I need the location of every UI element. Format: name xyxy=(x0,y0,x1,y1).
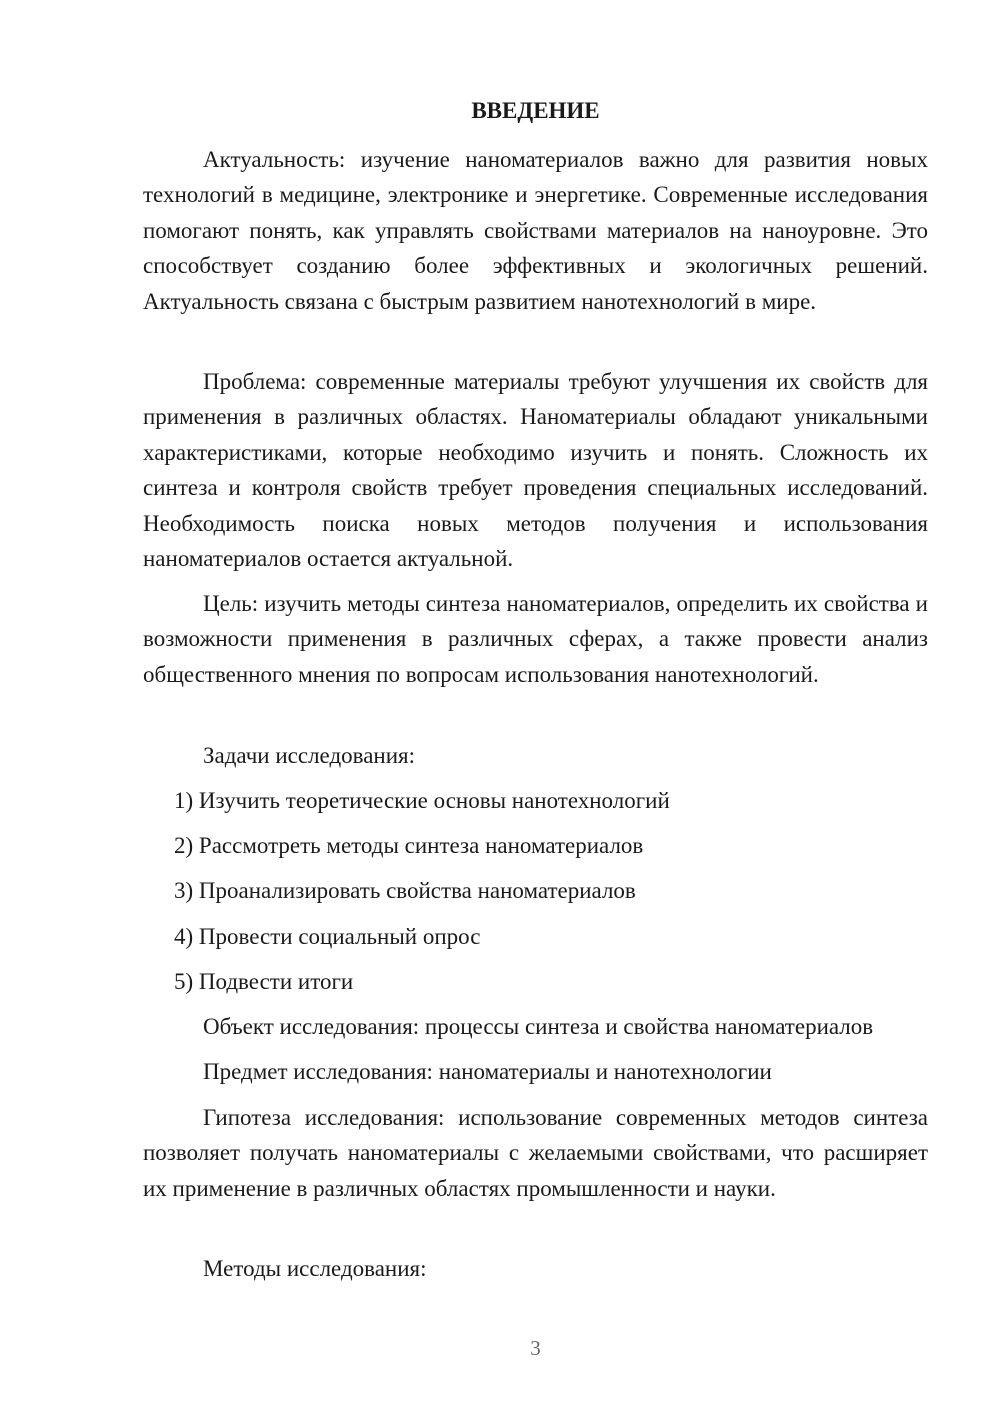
task-item-3: 3) Проанализировать свойства наноматериалов xyxy=(174,878,636,903)
hypothesis-paragraph: Гипотеза исследования: использование современных методов синтеза позволяет получать наноматериалы с желаемыми свойствами, что расширяет их применение в различных областях промышленности и науки. xyxy=(143,1105,928,1201)
page-number: 3 xyxy=(530,1336,541,1360)
task-item-1: 1) Изучить теоретические основы нанотехнологий xyxy=(174,788,670,813)
object-line: Объект исследования: процессы синтеза и свойства наноматериалов xyxy=(203,1014,874,1039)
relevance-paragraph: Актуальность: изучение наноматериалов важно для развития новых технологий в медицине, электронике и энергетике. Современные исследования помогают понять, как управлять свойствами материалов на наноуровне. Это способствует созданию более эффективных и экологичных решений. Актуальность связана с быстрым развитием нанотехнологий в мире. xyxy=(143,147,928,314)
task-item-4: 4) Провести социальный опрос xyxy=(174,924,481,949)
subject-line: Предмет исследования: наноматериалы и нанотехнологии xyxy=(203,1059,772,1084)
goal-paragraph: Цель: изучить методы синтеза наноматериалов, определить их свойства и возможности применения в различных сферах, а также провести анализ общественного мнения по вопросам использования нанотехнологий. xyxy=(143,591,928,687)
document-page xyxy=(143,0,928,1414)
tasks-title: Задачи исследования: xyxy=(203,743,416,768)
methods-title: Методы исследования: xyxy=(203,1256,427,1281)
task-item-2: 2) Рассмотреть методы синтеза наноматериалов xyxy=(174,833,644,858)
task-item-5: 5) Подвести итоги xyxy=(174,969,354,994)
section-heading: ВВЕДЕНИЕ xyxy=(471,98,600,123)
problem-paragraph: Проблема: современные материалы требуют улучшения их свойств для применения в различных областях. Наноматериалы обладают уникальными характеристиками, которые необходимо изучить и понять. Сложность их синтеза и контроля свойств требует проведения специальных исследований. Необходимость поиска новых методов получения и использования наноматериалов остается актуальной. xyxy=(143,369,928,572)
